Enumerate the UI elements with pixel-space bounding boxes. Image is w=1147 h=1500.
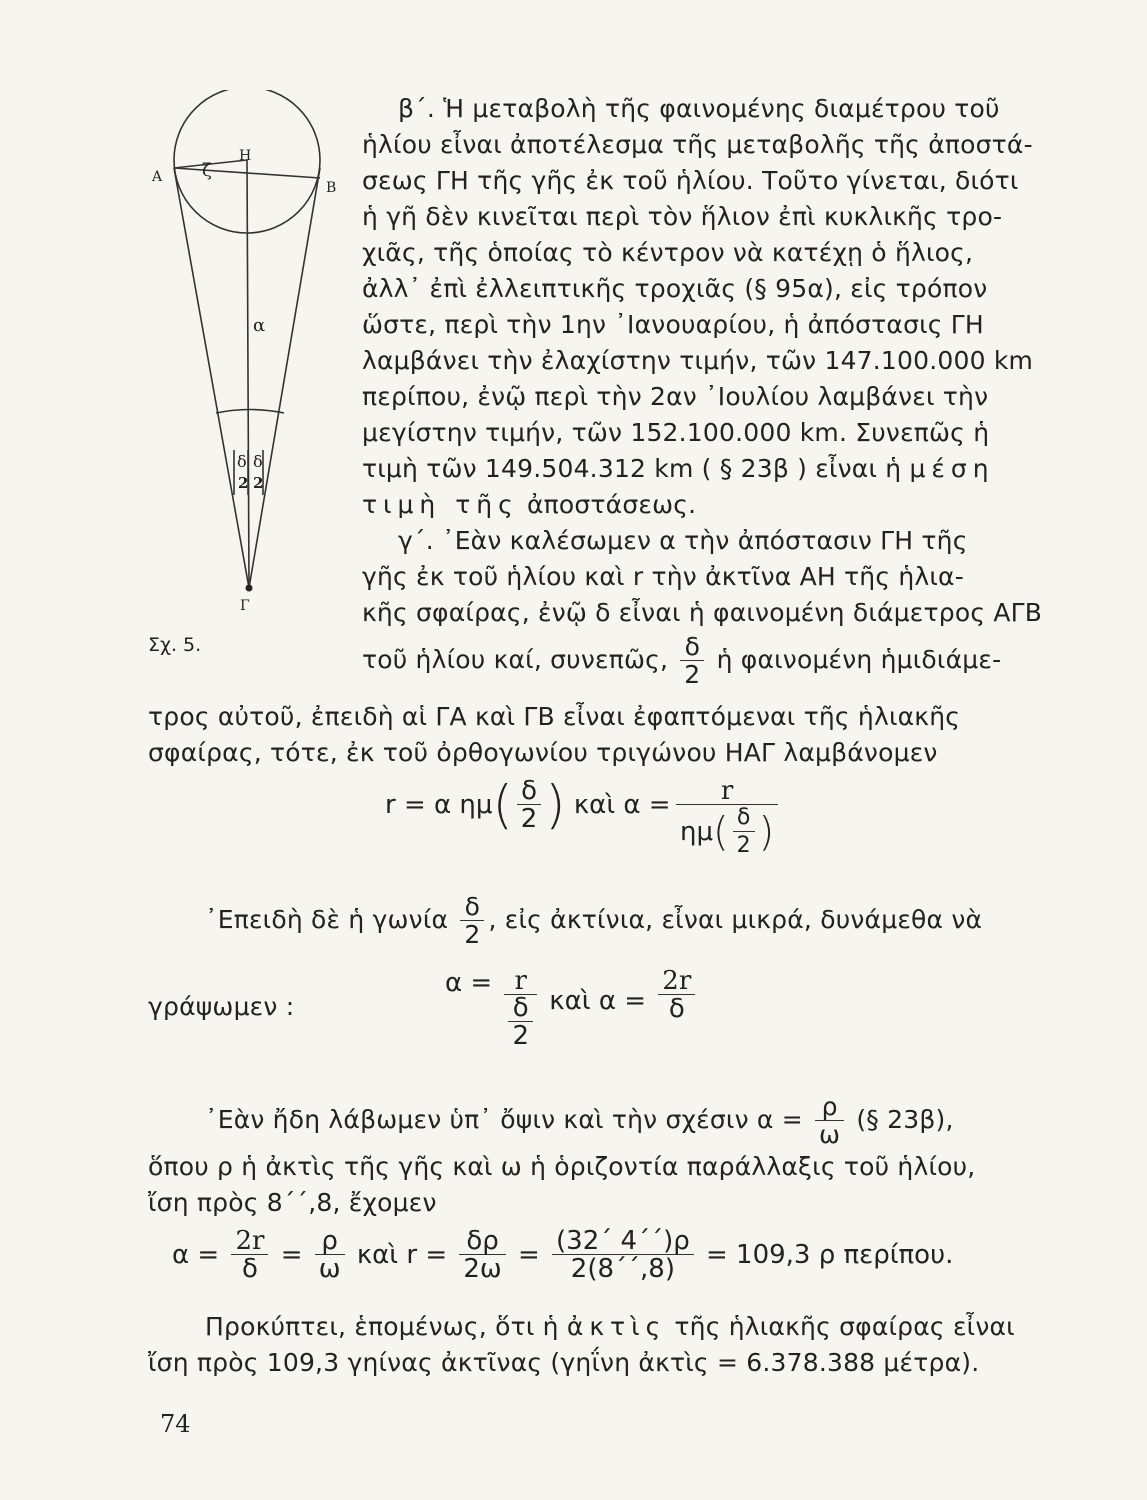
sun-earth-diagram — [150, 90, 350, 630]
text-span: τῆς ἡλιακῆς σφαίρας εἶναι — [674, 1312, 1015, 1341]
text-line — [362, 488, 696, 522]
emphasis-text: τιμὴ τῆς — [362, 490, 519, 519]
label-alpha: α — [253, 315, 266, 336]
text-span: τιμὴ τῶν 149.504.312 km ( § 23β ) εἶναι ἡ — [362, 454, 902, 483]
text-line: ὥστε, περὶ τὴν 1ην ᾽Ιανουαρίου, ἡ ἀπόστασις ΓΗ — [362, 310, 984, 339]
text-span: (§ 23β), — [856, 1105, 954, 1134]
fraction-delta-half: $\frac{\delta}{2}$ — [680, 634, 704, 689]
text-line: ἡλίου εἶναι ἀποτέλεσμα τῆς μεταβολῆς τῆς ἀποστά- — [362, 130, 1033, 159]
label-tau: ζ — [202, 160, 212, 181]
text-line: κῆς σφαίρας, ἐνῷ δ εἶναι ἡ φαινομένη διάμετρος ΑΓΒ — [362, 598, 1043, 627]
label-two-2: 2 — [253, 474, 264, 492]
text-line: ἀλλ᾽ ἐπὶ ἐλλειπτικῆς τροχιᾶς (§ 95α), εἰς τρόπον — [362, 274, 988, 303]
text-line — [362, 630, 1001, 690]
equation-alpha-approx: α = $\frac{r}{\frac{\delta}{2}}$ καὶ α = $\frac{2r}{\delta}$ — [445, 968, 699, 1050]
label-delta-1: δ — [237, 452, 247, 471]
label-delta-2: δ — [253, 452, 263, 471]
text-line — [205, 890, 982, 950]
equation-final: α = $\frac{2r}{\delta}$ = $\frac{\rho}{\omega}$ καὶ r = $\frac{\delta\rho}{2\omega}$ = $\frac{(32΄ 4΄΄)\rho}{2(8΄΄,8)}$ = 109,3 ρ περίπου. — [172, 1226, 954, 1284]
earth-point — [246, 585, 253, 592]
text-line: γ΄. ᾽Εὰν καλέσωμεν α τὴν ἀπόστασιν ΓΗ τῆς — [398, 526, 968, 555]
page-number: 74 — [160, 1410, 191, 1438]
text-line: ἡ γῆ δὲν κινεῖται περὶ τὸν ἥλιον ἐπὶ κυκλικῆς τρο- — [362, 202, 1003, 231]
fraction-delta-half: $\frac{\delta}{2}$ — [460, 894, 484, 949]
text-line: περίπου, ἐνῷ περὶ τὴν 2αν ᾽Ιουλίου λαμβάνει τὴν — [362, 382, 989, 411]
label-b: Β — [326, 180, 337, 196]
angle-arc — [216, 410, 284, 414]
text-line — [205, 1310, 1015, 1344]
tangent-right — [249, 168, 320, 588]
text-line — [362, 452, 995, 486]
text-span: ᾽Εὰν ἤδη λάβωμεν ὑπ᾽ ὄψιν καὶ τὴν σχέσιν — [205, 1105, 749, 1134]
text-line: σφαίρας, τότε, ἐκ τοῦ ὀρθογωνίου τριγώνου ΗΑΓ λαμβάνομεν — [148, 738, 938, 767]
text-line: λαμβάνει τὴν ἐλαχίστην τιμήν, τῶν 147.100.000 km — [362, 346, 1034, 375]
figure-caption: Σχ. 5. — [148, 634, 202, 656]
label-gamma: Γ — [240, 598, 250, 614]
text-line: ᾽Εὰν ἤδη λάβωμεν ὑπ᾽ ὄψιν καὶ τὴν σχέσιν α = $\frac{\rho}{\omega}$ (§ 23β), — [205, 1091, 954, 1149]
equation-r-alpha: r = α ημ( $\frac{\delta}{2}$ ) καὶ α = — [385, 775, 671, 836]
label-a: Α — [152, 169, 163, 185]
equation-alpha-fraction: r ημ( $\frac{\delta}{2}$ ) — [672, 778, 782, 860]
text-line: χιᾶς, τῆς ὁποίας τὸ κέντρον νὰ κατέχῃ ὁ ἥλιος, — [362, 238, 974, 267]
fraction-rho-omega: $\frac{\rho}{\omega}$ — [815, 1094, 844, 1149]
text-line: ἴση πρὸς 109,3 γηίνας ἀκτῖνας (γηΐνη ἀκτὶς = 6.378.388 μέτρα). — [148, 1348, 980, 1377]
axis-line — [247, 160, 249, 588]
text-line: τρος αὐτοῦ, ἐπειδὴ αἱ ΓΑ καὶ ΓΒ εἶναι ἐφαπτόμεναι τῆς ἡλιακῆς — [148, 702, 961, 731]
text-line: σεως ΓΗ τῆς γῆς ἐκ τοῦ ἡλίου. Τοῦτο γίνεται, διότι — [362, 166, 1019, 195]
text-line: γράψωμεν : — [148, 992, 295, 1021]
emphasis-text: μέση — [909, 454, 995, 483]
text-line: γῆς ἐκ τοῦ ἡλίου καὶ r τὴν ἀκτῖνα ΑΗ τῆς ἡλια- — [362, 562, 964, 591]
text-line: ὅπου ρ ἡ ἀκτὶς τῆς γῆς καὶ ω ἡ ὁριζοντία παράλλαξις τοῦ ἡλίου, — [148, 1152, 976, 1181]
text-span: τοῦ ἡλίου καί, συνεπῶς, — [362, 645, 669, 674]
text-span: ᾽Επειδὴ δὲ ἡ γωνία — [205, 905, 449, 934]
tangent-left — [174, 168, 249, 588]
text-line: β΄. Ἡ μεταβολὴ τῆς φαινομένης διαμέτρου τοῦ — [398, 94, 1000, 123]
text-line: ἴση πρὸς 8΄΄,8, ἔχομεν — [148, 1188, 437, 1217]
label-h: Η — [239, 148, 252, 164]
text-line: μεγίστην τιμήν, τῶν 152.100.000 km. Συνεπῶς ἡ — [362, 418, 990, 447]
emphasis-text: ἀκτὶς — [566, 1312, 667, 1341]
label-two-1: 2 — [238, 474, 249, 492]
text-span: Προκύπτει, ἑπομένως, ὅτι ἡ — [205, 1312, 559, 1341]
text-span: ἀποστάσεως. — [526, 490, 697, 519]
text-span: ἡ φαινομένη ἡμιδιάμε- — [716, 645, 1002, 674]
text-span: , εἰς ἀκτίνια, εἶναι μικρά, δυνάμεθα νὰ — [488, 905, 983, 934]
